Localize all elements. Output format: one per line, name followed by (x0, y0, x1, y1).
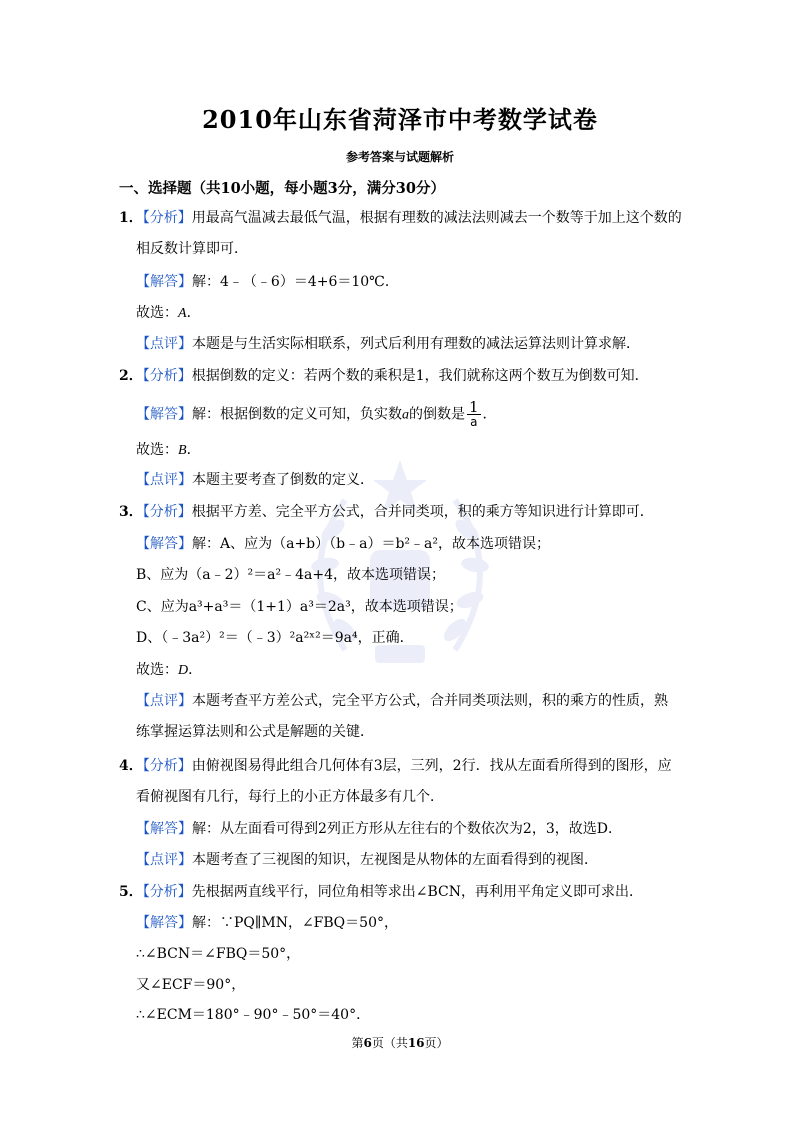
comment-tag: 【点评】 (136, 472, 192, 488)
q3-comment-cont: 练掌握运算法则和公式是解题的关键． (136, 724, 374, 740)
q3-answer-line (136, 534, 550, 554)
question-number: 5． (119, 884, 143, 900)
answer-text: 解：4﹣（﹣6）＝4+6＝10℃． (192, 274, 399, 290)
analysis-tag: 【分析】 (142, 504, 192, 520)
comment-tag: 【点评】 (136, 693, 192, 709)
q3-option-c: C、应为a³+a³＝（1+1）a³＝2a³，故本选项错误； (136, 599, 463, 615)
q4-answer-line (136, 819, 622, 839)
analysis-tag: 【分析】 (142, 758, 192, 774)
period: ． (188, 662, 203, 678)
question-number: 2． (119, 368, 143, 384)
comment-text: 本题主要考查了倒数的定义． (192, 472, 374, 488)
question-number: 3． (119, 504, 143, 520)
period: ． (186, 305, 201, 321)
q4-analysis-line (119, 756, 672, 776)
answer-tag: 【解答】 (136, 821, 192, 837)
choice-letter: D (178, 663, 189, 678)
q5-step-1: ∴∠BCN＝∠FBQ＝50°， (136, 946, 301, 962)
analysis-text: 由俯视图易得此组合几何体有3层，三列，2行．找从左面看所得到的图形，应 (191, 758, 672, 774)
q1-answer-line (136, 272, 399, 292)
q1-analysis-cont: 相反数计算即可． (136, 241, 248, 257)
analysis-tag: 【分析】 (142, 368, 192, 384)
fraction-numerator: 1 (469, 398, 479, 416)
page-footer (0, 1034, 800, 1051)
analysis-text: 先根据两直线平行，同位角相等求出∠BCN，再利用平角定义即可求出． (191, 884, 643, 900)
answer-tag: 【解答】 (136, 915, 192, 931)
section-heading: 一、选择题（共10小题，每小题3分，满分30分） (119, 180, 445, 197)
q1-comment-line (136, 334, 640, 354)
period: ． (186, 442, 201, 458)
q1-analysis-line (119, 208, 682, 228)
analysis-text: 用最高气温减去最低气温，根据有理数的减法法则减去一个数等于加上这个数的 (191, 210, 682, 226)
q3-comment-line (136, 691, 668, 711)
choice-letter: A (178, 306, 187, 321)
analysis-tag: 【分析】 (142, 210, 192, 226)
q2-analysis-line (119, 366, 649, 386)
comment-text: 本题考查了三视图的知识，左视图是从物体的左面看得到的视图． (192, 852, 598, 868)
footer-prefix: 第 (351, 1036, 364, 1050)
q5-step-2: 又∠ECF＝90°， (136, 977, 246, 993)
comment-tag: 【点评】 (136, 852, 192, 868)
footer-page-number: 6 (363, 1036, 372, 1050)
footer-mid: 页（共 (371, 1036, 408, 1050)
footer-total-pages: 16 (407, 1036, 425, 1050)
q2-comment-line (136, 470, 374, 490)
q2-choice-line (136, 440, 201, 461)
answer-text-b: 的倒数是 (409, 406, 465, 423)
answer-variable: a (402, 407, 409, 423)
answer-text: 解：从左面看可得到2列正方形从左往右的个数依次为2，3，故选D． (192, 821, 622, 837)
q5-analysis-line (119, 882, 643, 902)
q5-step-3: ∴∠ECM＝180°﹣90°﹣50°＝40°． (136, 1007, 371, 1023)
answer-option-a: 解：A、应为（a+b）（b﹣a）＝b²﹣a²，故本选项错误； (192, 536, 550, 552)
page-subtitle: 参考答案与试题解析 (345, 150, 454, 164)
q2-answer-line (136, 400, 497, 429)
q5-answer-line (136, 913, 398, 933)
analysis-text: 根据平方差、完全平方公式，合并同类项，积的乘方等知识进行计算即可． (191, 504, 654, 520)
analysis-text: 根据倒数的定义：若两个数的乘积是1，我们就称这两个数互为倒数可知． (191, 368, 649, 384)
period: ． (482, 406, 497, 423)
choice-letter: B (178, 443, 187, 458)
choice-label: 故选： (136, 442, 178, 458)
q3-analysis-line (119, 502, 654, 522)
question-number: 4． (119, 758, 143, 774)
comment-tag: 【点评】 (136, 336, 192, 352)
q3-choice-line (136, 660, 202, 681)
q3-option-d: D、（﹣3a²）²＝（﹣3）²a²ˣ²＝9a⁴，正确． (136, 630, 414, 646)
q4-comment-line (136, 850, 598, 870)
answer-text: 解：根据倒数的定义可知，负实数 (192, 406, 402, 423)
page-title: 2010年山东省菏泽市中考数学试卷 (202, 105, 598, 134)
q4-analysis-cont: 看俯视图有几行，每行上的小正方体最多有几个． (136, 789, 444, 805)
comment-text: 本题考查平方差公式，完全平方公式，合并同类项法则，积的乘方的性质，熟 (192, 693, 668, 709)
answer-tag: 【解答】 (136, 274, 192, 290)
fraction (467, 400, 481, 429)
choice-label: 故选： (136, 662, 178, 678)
footer-suffix: 页） (424, 1036, 449, 1050)
question-number: 1． (119, 210, 143, 226)
q3-option-b: B、应为（a﹣2）²＝a²﹣4a+4，故本选项错误； (136, 567, 446, 583)
fraction-denominator: a (470, 415, 478, 429)
choice-label: 故选： (136, 305, 178, 321)
comment-text: 本题是与生活实际相联系，列式后利用有理数的减法运算法则计算求解． (192, 336, 640, 352)
analysis-tag: 【分析】 (142, 884, 192, 900)
answer-text: 解：∵PQ∥MN，∠FBQ＝50°， (192, 915, 398, 931)
q1-choice-line (136, 303, 201, 324)
answer-tag: 【解答】 (136, 536, 192, 552)
answer-tag: 【解答】 (136, 406, 192, 423)
